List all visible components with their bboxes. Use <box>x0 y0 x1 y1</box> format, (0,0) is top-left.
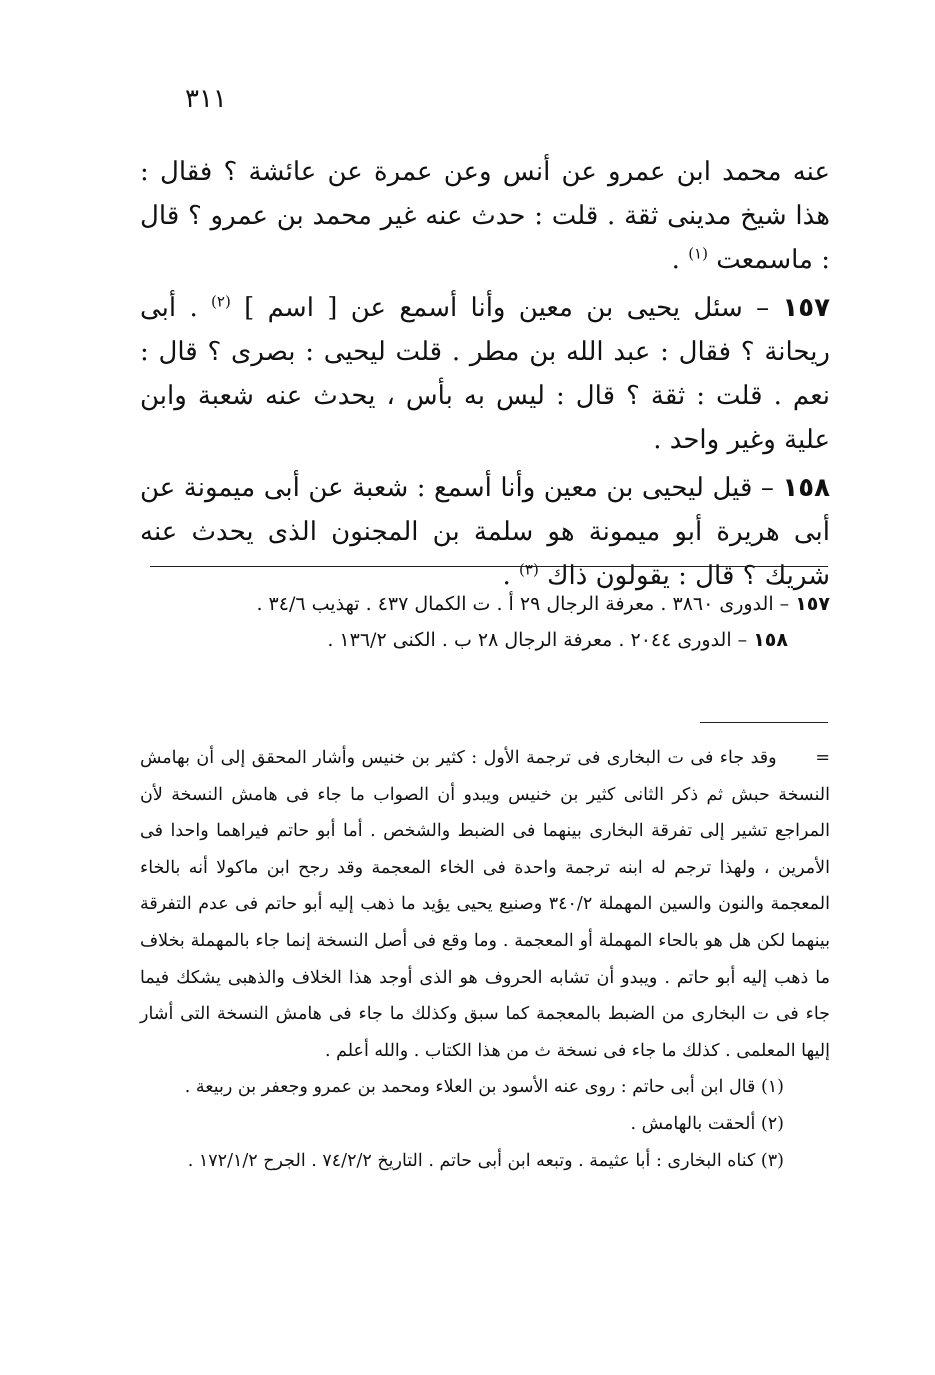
paragraph-157 <box>140 286 830 462</box>
page-number: ٣١١ <box>185 84 227 114</box>
main-text <box>140 150 830 602</box>
paragraph-158 <box>140 466 830 598</box>
paragraph-text: . أبى ريحانة ؟ فقال : عبد الله بن مطر . قلت ليحيى : بصرى ؟ قال : نعم . قلت : ثقة ؟ قال : ليس به بأس ، يحدث عنه شعبة وابن علية وغير واحد . <box>140 293 830 455</box>
source-number-158: ١٥٨ <box>753 629 788 651</box>
paragraph-text: – قيل ليحيى بن معين وأنا أسمع : شعبة عن أبى ميمونة عن أبى هريرة أبو ميمونة هو سلمة بن المجنون الذى يحدث عنه شريك ؟ قال : يقولون ذاك <box>140 473 830 591</box>
paragraph-text: عنه محمد ابن عمرو عن أنس وعن عمرة عن عائشة ؟ فقال : هذا شيخ مدينى ثقة . قلت : حدث عنه غير محمد بن عمرو ؟ قال : ماسمعت <box>140 157 830 275</box>
footnote-3: (٣) كناه البخارى : أبا عثيمة . وتبعه ابن أبى حاتم . التاريخ ٧٤/٢/٢ . الجرح ١٧٢/١/٢ . <box>187 1150 784 1171</box>
entry-number-158: ١٥٨ <box>782 473 830 503</box>
divider-long <box>150 566 828 567</box>
footnote-ref-3[interactable]: (٣) <box>519 560 539 579</box>
divider-short <box>700 722 828 723</box>
source-text: – الدورى ٣٨٦٠ . معرفة الرجال ٢٩ أ . ت الكمال ٤٣٧ . تهذيب ٣٤/٦ . <box>256 593 796 615</box>
paragraph-end: . <box>671 245 689 275</box>
paragraph-end: . <box>502 561 520 591</box>
source-157 <box>140 586 830 622</box>
note-continuation <box>140 740 830 1069</box>
footnote-1: (١) قال ابن أبى حاتم : روى عنه الأسود بن العلاء ومحمد بن عمرو وجعفر بن ربيعة . <box>184 1077 784 1098</box>
sources-section <box>140 586 830 658</box>
paragraph-continuation <box>140 150 830 282</box>
footnote-ref-1[interactable]: (١) <box>688 244 708 263</box>
entry-number-157: ١٥٧ <box>782 293 830 323</box>
source-158 <box>140 622 830 658</box>
continuation-mark: = <box>815 748 830 768</box>
source-number-157: ١٥٧ <box>795 593 830 615</box>
paragraph-text: – سئل يحيى بن معين وأنا أسمع عن [ اسم ] <box>230 293 783 323</box>
continuation-text: وقد جاء فى ت البخارى فى ترجمة الأول : كثير بن خنيس وأشار المحقق إلى أن بهامش النسخة حبش ثم ذكر الثانى كثير بن خنيس ويبدو أن الصواب ما جاء فى هامش النسخة لأن المراجع تشير إلى تفرقة البخارى بينهما فى الضبط والشخص . أما أبو حاتم فيراهما واحدا فى الأمرين ، ولهذا ترجم له ابنه ترجمة واحدة فى الخاء المعجمة وقد رجح ابن ماكولا أنه بالخاء المعجمة والنون والسين المهملة ٣٤٠/٢ وصنيع يحيى يؤيد ما ذهب إليه أبو حاتم فى عدم التفرقة بينهما لكن هل هو بالحاء المهملة أو المعجمة . وما وقع فى أصل النسخة إنما جاء بالمهملة بخلاف ما ذهب إليه أبو حاتم . ويبدو أن تشابه الحروف هو الذى أوجد هذا الخلاف والذهبى يشكك فيما جاء فى ت البخارى من الضبط بالمعجمة كما سبق وكذلك ما جاء فى هامش النسخة التى أشار إليها المعلمى . كذلك ما جاء فى نسخة ث من هذا الكتاب . والله أعلم . <box>140 748 830 1061</box>
footnote-ref-2[interactable]: (٢) <box>211 292 231 311</box>
footnote-2: (٢) ألحقت بالهامش . <box>630 1113 784 1134</box>
footnotes-section <box>140 740 830 1179</box>
source-text: – الدورى ٢٠٤٤ . معرفة الرجال ٢٨ ب . الكنى ١٣٦/٢ . <box>327 629 754 651</box>
